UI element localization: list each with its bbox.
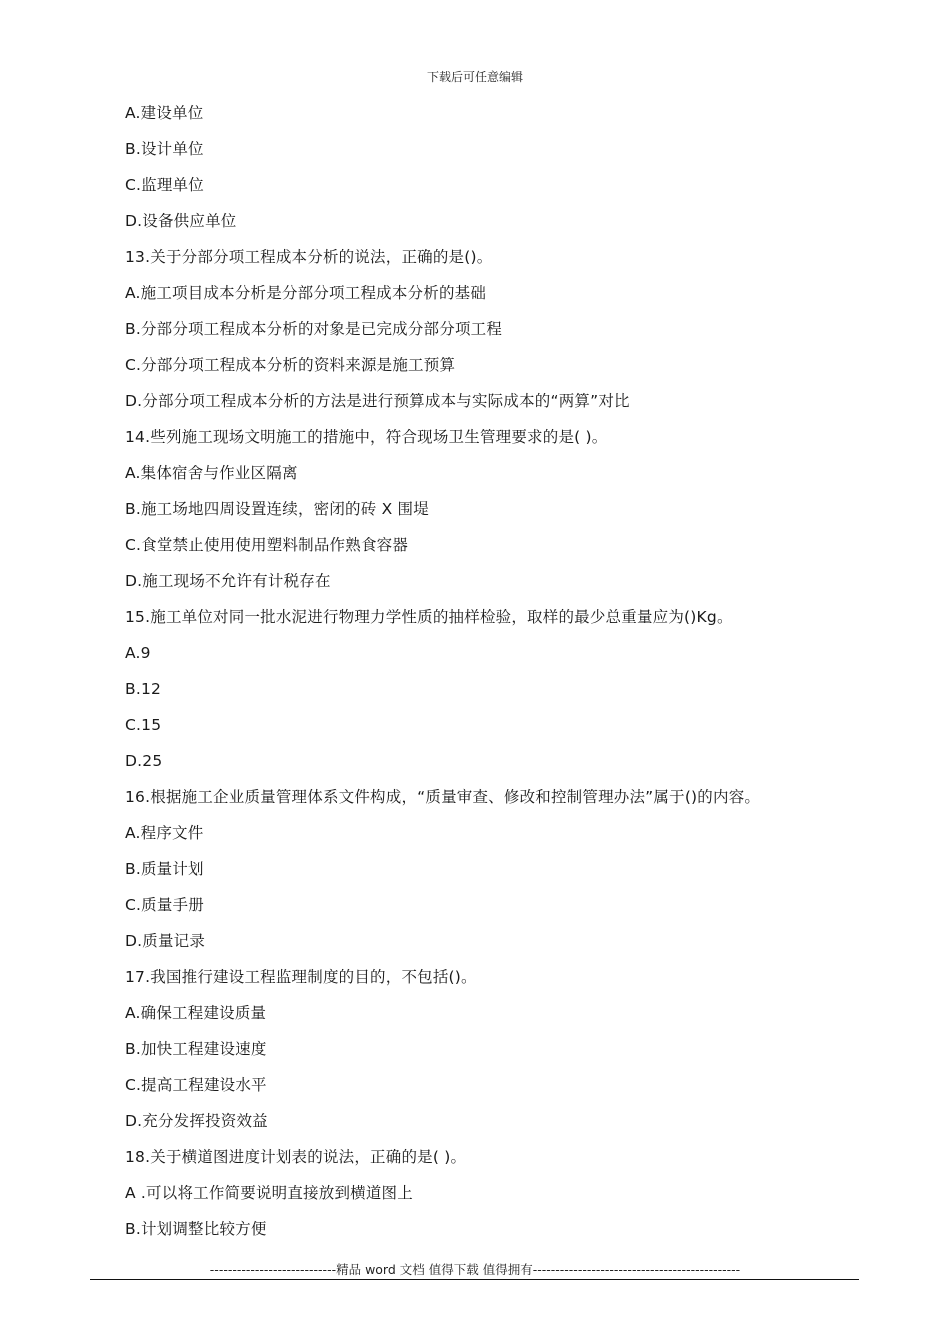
- question-14-option-a: A.集体宿舍与作业区隔离: [125, 464, 298, 482]
- question-13-option-a: A.施工项目成本分析是分部分项工程成本分析的基础: [125, 284, 487, 302]
- question-16-option-c: C.质量手册: [125, 896, 204, 914]
- question-15-option-b: B.12: [125, 680, 162, 698]
- question-13-option-c: C.分部分项工程成本分析的资料来源是施工预算: [125, 356, 456, 374]
- page-header: 下载后可任意编辑: [426, 70, 523, 84]
- question-14-option-b: B.施工场地四周设置连续，密闭的砖 X 围堤: [125, 500, 429, 518]
- question-16: 16.根据施工企业质量管理体系文件构成，“质量审查、修改和控制管理办法”属于()的内容。: [125, 788, 761, 806]
- footer-divider: [90, 1279, 859, 1280]
- question-17: 17.我国推行建设工程监理制度的目的，不包括()。: [125, 968, 477, 986]
- question-15-option-c: C.15: [125, 716, 162, 734]
- document-body: [125, 100, 905, 1252]
- question-15: 15.施工单位对同一批水泥进行物理力学性质的抽样检验，取样的最少总重量应为()Kg。: [125, 608, 733, 626]
- question-15-option-d: D.25: [125, 752, 163, 770]
- question-18-option-b: B.计划调整比较方便: [125, 1220, 267, 1238]
- question-17-option-c: C.提高工程建设水平: [125, 1076, 267, 1094]
- question-16-option-a: A.程序文件: [125, 824, 204, 842]
- option-c-supervision-unit: C.监理单位: [125, 176, 204, 194]
- question-16-option-b: B.质量计划: [125, 860, 204, 878]
- question-15-option-a: A.9: [125, 644, 151, 662]
- option-a-construction-unit: A.建设单位: [125, 104, 204, 122]
- question-17-option-a: A.确保工程建设质量: [125, 1004, 267, 1022]
- option-d-equipment-supplier: D.设备供应单位: [125, 212, 237, 230]
- question-13-option-b: B.分部分项工程成本分析的对象是已完成分部分项工程: [125, 320, 503, 338]
- question-13: 13.关于分部分项工程成本分析的说法，正确的是()。: [125, 248, 493, 266]
- question-18: 18.关于横道图进度计划表的说法，正确的是( )。: [125, 1148, 467, 1166]
- question-16-option-d: D.质量记录: [125, 932, 206, 950]
- question-14: 14.些列施工现场文明施工的措施中，符合现场卫生管理要求的是( )。: [125, 428, 608, 446]
- question-17-option-b: B.加快工程建设速度: [125, 1040, 267, 1058]
- question-14-option-d: D.施工现场不允许有计税存在: [125, 572, 331, 590]
- option-b-design-unit: B.设计单位: [125, 140, 204, 158]
- question-17-option-d: D.充分发挥投资效益: [125, 1112, 268, 1130]
- question-13-option-d: D.分部分项工程成本分析的方法是进行预算成本与实际成本的“两算”对比: [125, 392, 630, 410]
- page-footer: ----------------------------精品 word 文档 值得下载 值得拥有----------------------------------------------: [209, 1262, 741, 1277]
- question-14-option-c: C.食堂禁止使用使用塑料制品作熟食容器: [125, 536, 409, 554]
- question-18-option-a: A .可以将工作简要说明直接放到横道图上: [125, 1184, 413, 1202]
